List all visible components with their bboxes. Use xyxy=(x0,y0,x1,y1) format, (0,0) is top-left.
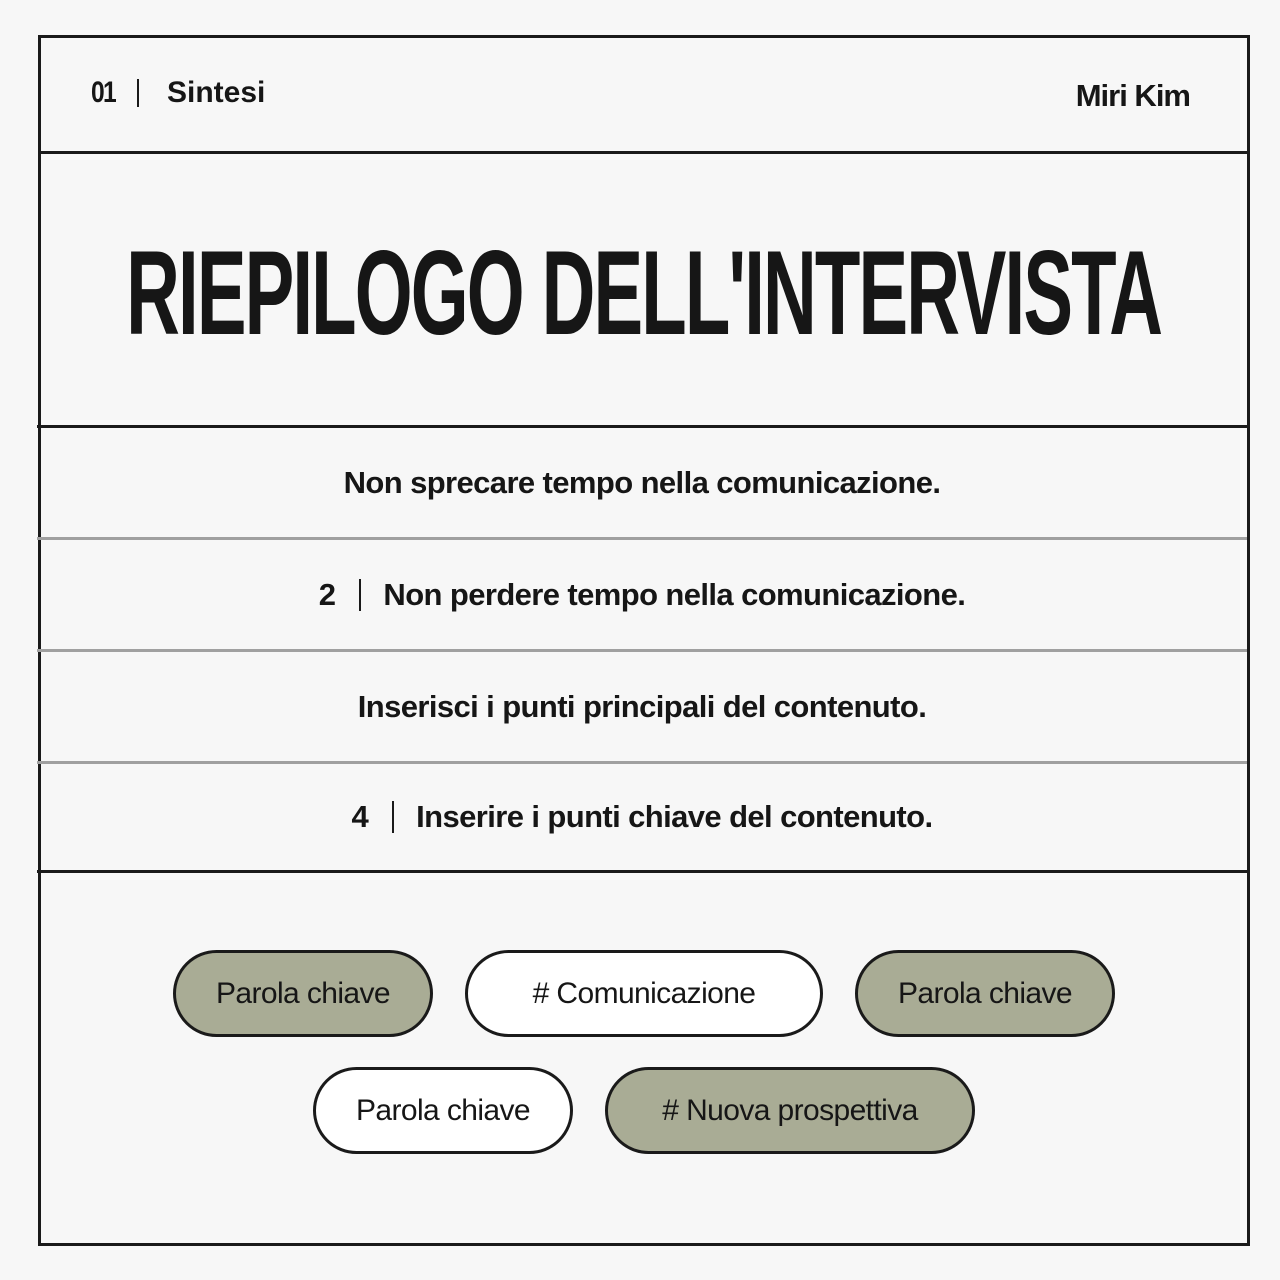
row-divider xyxy=(392,801,394,833)
keyword-pill[interactable]: Parola chiave xyxy=(855,950,1115,1037)
summary-list xyxy=(37,425,1247,873)
header-divider xyxy=(137,79,139,107)
title-block xyxy=(41,154,1247,427)
summary-row-3 xyxy=(37,649,1247,761)
summary-row-2 xyxy=(37,537,1247,649)
summary-row-1 xyxy=(37,425,1247,537)
summary-row-4 xyxy=(37,761,1247,873)
summary-row-text: Non perdere tempo nella comunicazione. xyxy=(383,576,966,612)
section-indicator xyxy=(91,76,265,110)
summary-row-number: 4 xyxy=(351,799,369,834)
page-title: RIEPILOGO DELL'INTERVISTA xyxy=(126,225,1162,360)
summary-card xyxy=(38,35,1250,1246)
keyword-pill-nuova-prospettiva[interactable]: # Nuova prospettiva xyxy=(605,1067,975,1154)
section-label: Sintesi xyxy=(167,76,266,109)
summary-row-text: Inserisci i punti principali del contenuto. xyxy=(357,688,927,724)
summary-row-text: Non sprecare tempo nella comunicazione. xyxy=(343,464,941,500)
keyword-pill[interactable]: Parola chiave xyxy=(173,950,433,1037)
author-name: Miri Kim xyxy=(1075,78,1190,113)
keyword-row-2 xyxy=(41,1067,1247,1154)
keyword-tags xyxy=(41,950,1247,1184)
keyword-row-1 xyxy=(41,950,1247,1037)
keyword-pill[interactable]: Parola chiave xyxy=(313,1067,573,1154)
keyword-pill-comunicazione[interactable]: # Comunicazione xyxy=(465,950,823,1037)
page-number: 01 xyxy=(91,76,116,109)
summary-row-text: Inserire i punti chiave del contenuto. xyxy=(416,799,933,834)
row-divider xyxy=(359,579,361,611)
card-header xyxy=(41,38,1247,154)
summary-row-number: 2 xyxy=(318,576,336,612)
